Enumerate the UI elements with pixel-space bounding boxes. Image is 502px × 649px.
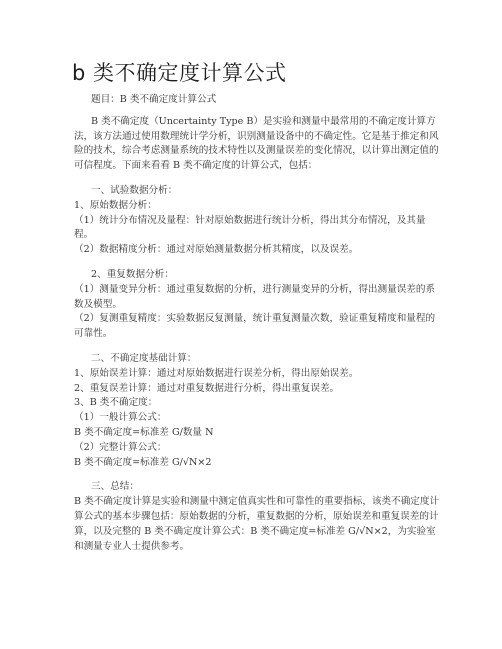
section2-line: 1、原始误差计算：通过对原始数据进行误差分析，得出原始误差。 — [74, 367, 359, 379]
section1-sub2-item: （2）复测重复精度：实验数据反复测量，统计重复测量次数，验证重复精度和量程的可靠性。 — [74, 313, 436, 340]
section2-line: 3、B 类不确定度： — [74, 397, 158, 409]
section1-sub1-item: （1）统计分布情况及量程：针对原始数据进行统计分析，得出其分布情况，及其量程。 — [74, 214, 426, 241]
section1-sub1-heading: 1、原始数据分析： — [74, 199, 157, 211]
section2-heading: 二、不确定度基础计算： — [91, 352, 197, 364]
document-title: b 类不确定度计算公式 — [72, 61, 287, 85]
topic-line: 题目：B 类不确定度计算公式 — [91, 94, 217, 105]
intro-paragraph: B 类不确定度（Uncertainty Type B）是实验和测量中最常用的不确定度计算方法，该方法通过使用数理统计学分析，识别测量设备中的不确定性。它是基于推定和风险的技术，综合考虑测量系统的技术特性以及测量误差的变化情况，以计算出测定值的可信程度。下面来看看 B 类不确定度的计算公式，包括： — [74, 115, 439, 172]
formula-general: B 类不确定度=标准差 G/数量 N — [74, 426, 214, 438]
section3-heading: 三、总结： — [91, 481, 139, 493]
section2-line: （1）一般计算公式： — [74, 412, 167, 424]
section1-sub2-item: （1）测量变异分析：通过重复数据的分析，进行测量变异的分析，得出测量误差的系数及模型。 — [74, 283, 436, 310]
section2-line: （2）完整计算公式： — [74, 441, 167, 453]
section1-heading: 一、试验数据分析： — [91, 184, 178, 196]
summary-paragraph: B 类不确定度计算是实验和测量中测定值真实性和可靠性的重要指标，该类不确定度计算公式的基本步骤包括：原始数据的分析，重复数据的分析，原始误差和重复误差的计算，以及完整的 B 类不确定度计算公式：B 类不确定度=标准差 G/√N×2，为实验室和测量专业人士提供参考。 — [74, 496, 440, 552]
section2-line: 2、重复误差计算：通过对重复数据进行分析，得出重复误差。 — [74, 382, 340, 394]
section1-sub1-item: （2）数据精度分析：通过对原始测量数据分析其精度，以及误差。 — [74, 244, 359, 256]
section1-sub2-heading: 2、重复数据分析： — [91, 268, 174, 280]
formula-complete: B 类不确定度=标准差 G/√N×2 — [74, 456, 212, 468]
document-body — [74, 93, 440, 554]
